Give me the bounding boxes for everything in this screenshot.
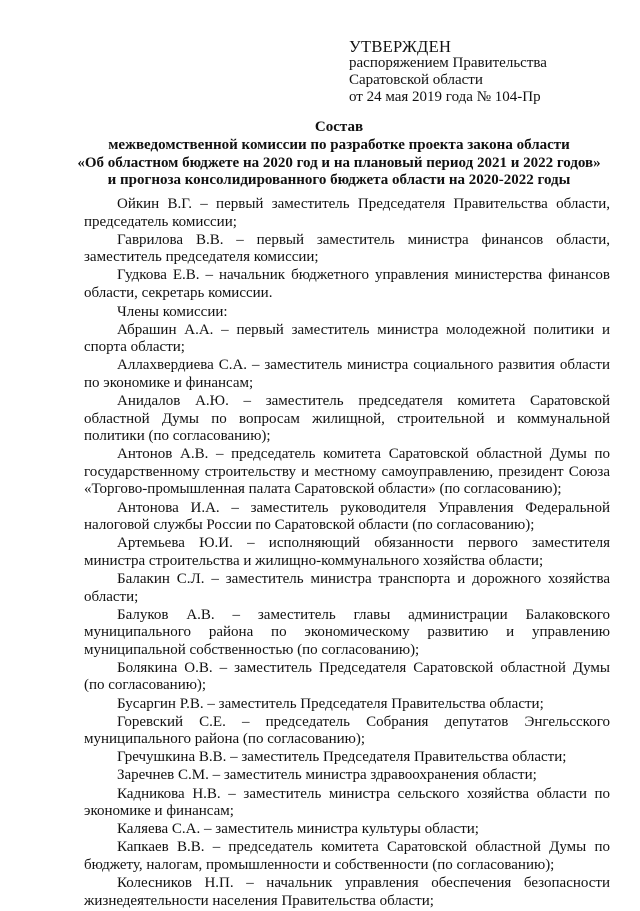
commission-leadership: [84, 196, 610, 303]
leadership-entry: Ойкин В.Г. – первый заместитель Председателя Правительства области, председатель комиссии;: [84, 196, 610, 230]
member-entry: Каляева С.А. – заместитель министра культуры области;: [117, 821, 479, 838]
heading-line-2: «Об областном бюджете на 2020 год и на плановый период 2021 и 2022 годов»: [77, 154, 601, 171]
member-entry: Кадникова Н.В. – заместитель министра сельского хозяйства области по экономике и финансам;: [84, 785, 610, 820]
member-entry: Абрашин А.А. – первый заместитель министра молодежной политики и спорта области;: [84, 321, 610, 356]
leadership-entry: Гудкова Е.В. – начальник бюджетного управления министерства финансов области, секретарь комиссии.: [84, 267, 610, 301]
member-entry: Горевский С.Е. – председатель Собрания депутатов Энгельсского муниципального района (по согласованию);: [84, 713, 610, 748]
members-label: Члены комиссии:: [117, 304, 228, 320]
leadership-entry: Гаврилова В.В. – первый заместитель министра финансов области, заместитель председателя комиссии;: [84, 231, 610, 266]
heading-line-1: межведомственной комиссии по разработке проекта закона области: [108, 137, 570, 154]
commission-members: [84, 304, 610, 911]
member-entry: Капкаев В.В. – председатель комитета Саратовской областной Думы по бюджету, налогам, промышленности и собственности (по согласованию);: [84, 839, 610, 873]
member-entry: Антонов А.В. – председатель комитета Саратовской областной Думы по государственному строительству и местному самоуправлению, президент Союза «Торгово-промышленная палата Саратовской области» (по согласованию);: [84, 446, 610, 498]
approval-line-3: от 24 мая 2019 года № 104-Пр: [349, 89, 541, 105]
member-entry: Гречушкина В.В. – заместитель Председателя Правительства области;: [117, 749, 567, 766]
member-entry: Болякина О.В. – заместитель Председателя Саратовской областной Думы (по согласованию);: [84, 659, 610, 694]
document-heading: [60, 119, 618, 190]
heading-title: Состав: [314, 119, 364, 135]
member-entry: Бусаргин Р.В. – заместитель Председателя Правительства области;: [117, 695, 544, 712]
member-entry: Антонова И.А. – заместитель руководителя Управления Федеральной налоговой службы России по Саратовской области (по согласованию);: [84, 499, 610, 534]
approval-line-1: распоряжением Правительства: [349, 55, 547, 71]
approval-line-2: Саратовской области: [349, 72, 483, 88]
heading-line-3: и прогноза консолидированного бюджета области на 2020-2022 годы: [107, 172, 571, 189]
member-entry: Заречнев С.М. – заместитель министра здравоохранения области;: [117, 767, 537, 784]
member-entry: Артемьева Ю.И. – исполняющий обязанности первого заместителя министра строительства и жилищно-коммунального хозяйства области;: [84, 535, 610, 569]
member-entry: Балуков А.В. – заместитель главы администрации Балаковского муниципального района по экономическому развитию и управлению муниципальной собственностью (по согласованию);: [84, 606, 610, 658]
approval-title: УТВЕРЖДЕН: [349, 37, 452, 56]
member-entry: Аллахвердиева С.А. – заместитель министра социального развития области по экономике и финансам;: [84, 357, 610, 391]
approval-stamp: [349, 38, 547, 106]
member-entry: Балакин С.Л. – заместитель министра транспорта и дорожного хозяйства области;: [84, 570, 610, 605]
member-entry: Колесников Н.П. – начальник управления обеспечения безопасности жизнедеятельности населения Правительства области;: [84, 875, 610, 909]
member-entry: Анидалов А.Ю. – заместитель председателя комитета Саратовской областной Думы по вопросам жилищной, строительной и коммунальной политики (по согласованию);: [84, 392, 610, 445]
